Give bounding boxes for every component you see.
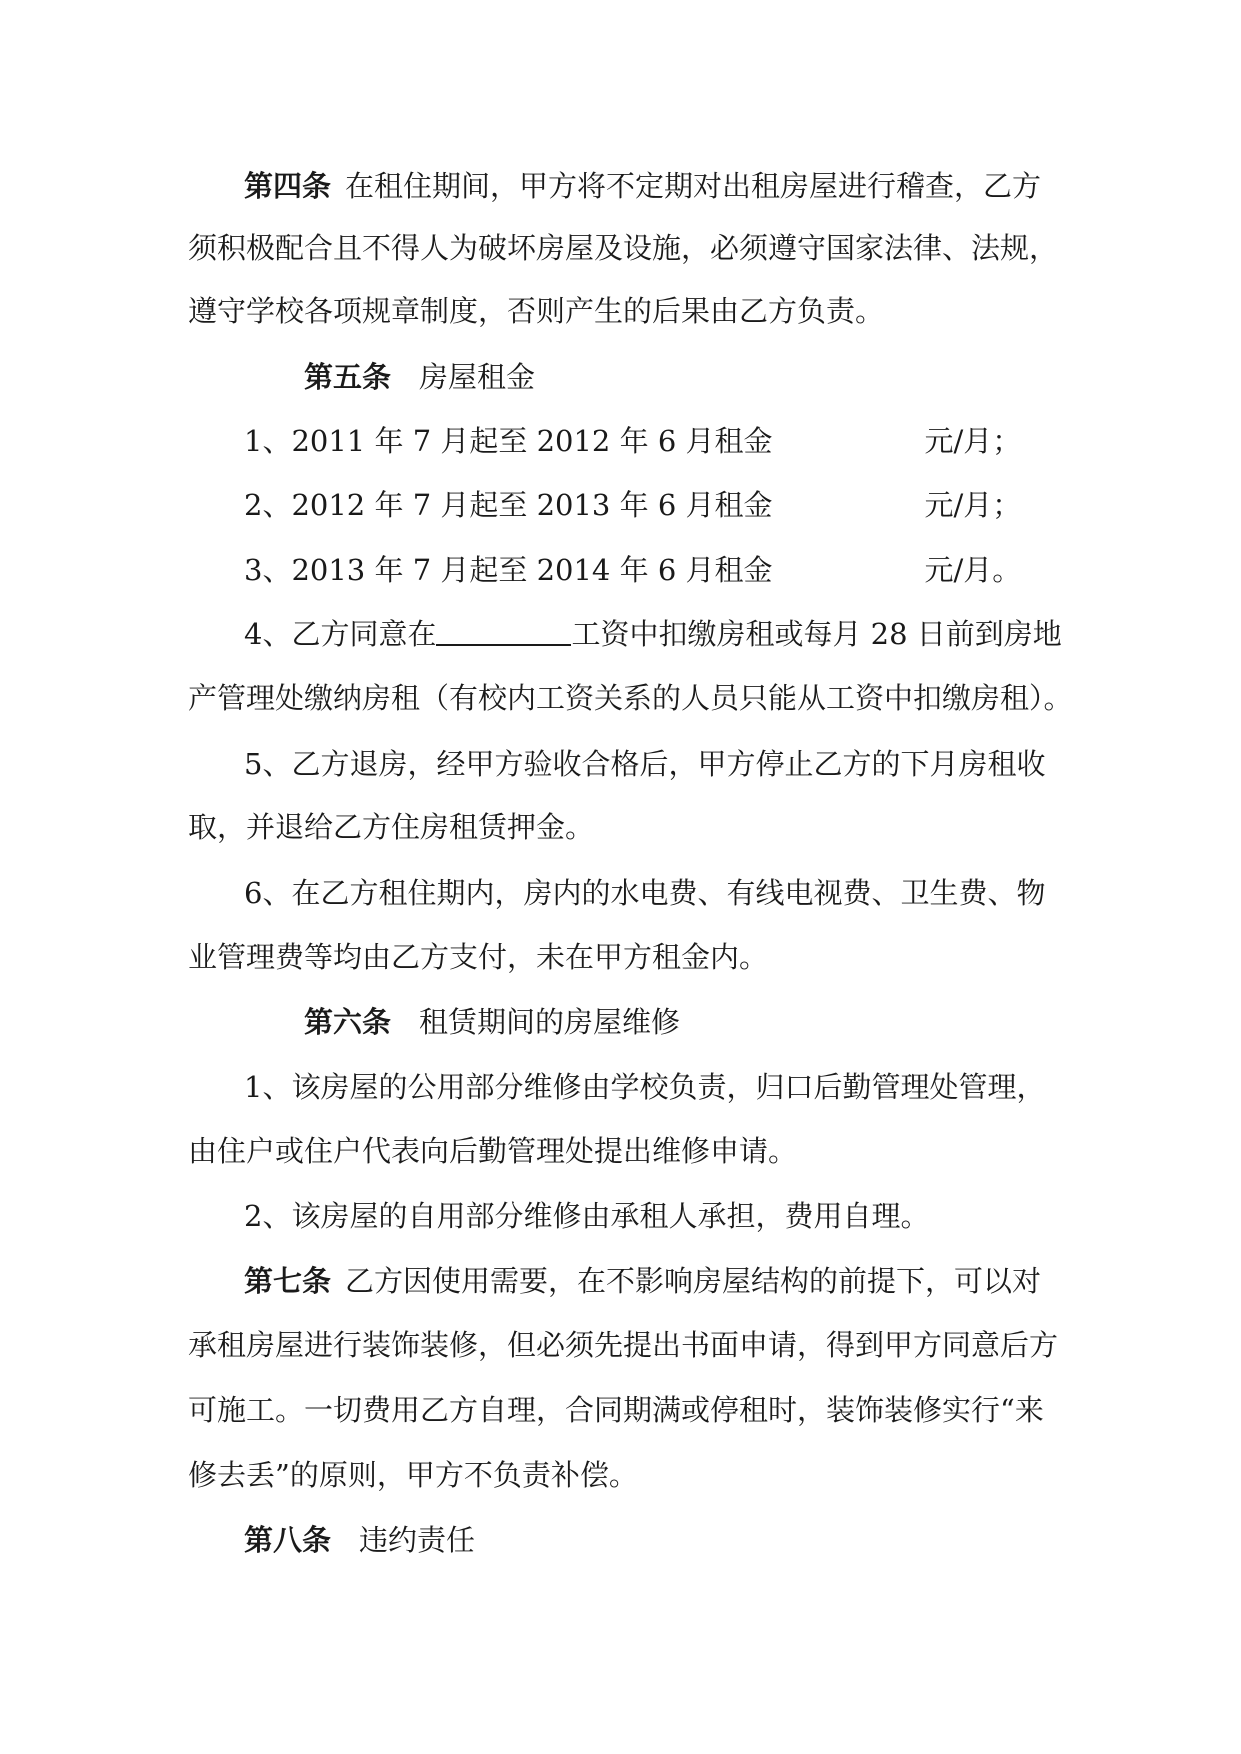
rent-item-3-unit: 元/月。 [924, 553, 1022, 587]
article-7-line-2: 承租房屋进行装饰装修，但必须先提出书面申请，得到甲方同意后方 [188, 1328, 1059, 1362]
article-8-title: 违约责任 [359, 1523, 476, 1557]
article-8-heading-line [0, 1510, 1241, 1570]
rent-item-6-line-2: 业管理费等均由乙方支付，未在甲方租金内。 [188, 940, 769, 974]
rent-item-1-unit: 元/月； [924, 424, 1022, 458]
rent-item-1-text: 1、2011 年 7 月起至 2012 年 6 月租金 [244, 424, 773, 458]
rent-item-3-text: 3、2013 年 7 月起至 2014 年 6 月租金 [244, 553, 773, 587]
rent-item-4-line-1 [0, 604, 1241, 664]
payment-blank-line [436, 620, 571, 646]
article-5-heading: 第五条 [304, 360, 392, 394]
article-7-heading: 第七条 [244, 1264, 332, 1298]
rent-item-2-unit: 元/月； [924, 488, 1022, 522]
article-7-line-3: 可施工。一切费用乙方自理，合同期满或停租时，装饰装修实行“来 [188, 1393, 1044, 1427]
repair-item-2-line-1: 2、该房屋的自用部分维修由承租人承担，费用自理。 [244, 1199, 930, 1233]
article-8-heading: 第八条 [244, 1523, 332, 1557]
article-7-text: 乙方因使用需要，在不影响房屋结构的前提下，可以对 [345, 1264, 1042, 1298]
rent-item-2-text: 2、2012 年 7 月起至 2013 年 6 月租金 [244, 488, 773, 522]
article-7-line-4: 修去丢”的原则，甲方不负责补偿。 [188, 1458, 638, 1492]
rent-item-4-prefix: 4、乙方同意在 [244, 617, 437, 651]
rent-item-4-suffix: 工资中扣缴房租或每月 28 日前到房地 [571, 617, 1062, 651]
article-4-heading: 第四条 [244, 169, 332, 203]
article-4-line-3: 遵守学校各项规章制度，否则产生的后果由乙方负责。 [188, 294, 885, 328]
rent-item-2 [0, 475, 1241, 535]
rent-item-5-line-1: 5、乙方退房，经甲方验收合格后，甲方停止乙方的下月房租收 [244, 747, 1046, 781]
article-5-title: 房屋租金 [419, 360, 536, 394]
repair-item-1-line-2: 由住户或住户代表向后勤管理处提出维修申请。 [188, 1134, 798, 1168]
rent-item-1 [0, 411, 1241, 471]
repair-item-1-line-1: 1、该房屋的公用部分维修由学校负责，归口后勤管理处管理， [244, 1070, 1046, 1104]
rent-item-6-line-1: 6、在乙方租住期内，房内的水电费、有线电视费、卫生费、物 [244, 876, 1046, 910]
rent-item-5-line-2: 取，并退给乙方住房租赁押金。 [188, 810, 595, 844]
article-4-line-1 [0, 156, 1241, 216]
rent-item-3 [0, 540, 1241, 600]
article-5-heading-line [0, 347, 1241, 407]
article-6-title: 租赁期间的房屋维修 [419, 1005, 681, 1039]
article-6-heading: 第六条 [304, 1005, 392, 1039]
article-4-line-2: 须积极配合且不得人为破坏房屋及设施，必须遵守国家法律、法规， [188, 231, 1059, 265]
rent-item-4-line-2: 产管理处缴纳房租（有校内工资关系的人员只能从工资中扣缴房租）。 [188, 681, 1073, 715]
article-6-heading-line [0, 992, 1241, 1052]
article-4-text: 在租住期间，甲方将不定期对出租房屋进行稽查，乙方 [345, 169, 1042, 203]
article-7-line-1 [0, 1251, 1241, 1311]
